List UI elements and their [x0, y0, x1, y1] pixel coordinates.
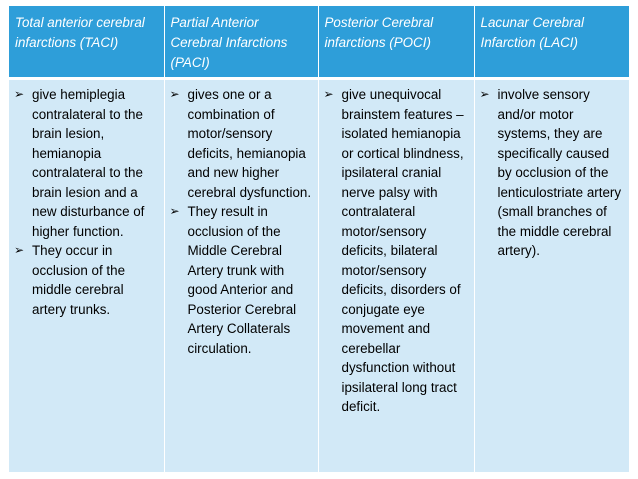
arrowhead-bullet-icon: ➢	[14, 243, 25, 257]
list-item-text: gives one or a combination of motor/sensory deficits, hemianopia and new higher cerebral dysfunction.	[187, 87, 312, 200]
table-row	[9, 79, 629, 473]
paci-bullet-list	[169, 85, 314, 358]
list-item	[323, 85, 470, 417]
cell-paci	[164, 79, 318, 473]
arrowhead-bullet-icon: ➢	[14, 87, 25, 101]
taci-bullet-list	[13, 85, 160, 319]
header-poci: Posterior Cerebral infarctions (POCI)	[318, 6, 474, 79]
arrowhead-bullet-icon: ➢	[479, 87, 490, 101]
list-item-text: give unequivocal brainstem features – isolated hemianopia or cortical blindness, ipsilateral cranial nerve palsy with contralateral motor/sensory deficits, bilateral motor/sensory deficits, disorders of conjugate eye movement and cerebellar dysfunction without ipsilateral long tract deficit.	[341, 87, 464, 414]
list-item	[13, 241, 160, 319]
list-item-text: involve sensory and/or motor systems, they are specifically caused by occlusion of the lenticulostriate artery (small branches of the middle cerebral artery).	[497, 87, 622, 258]
cell-taci	[9, 79, 164, 473]
table-header-row	[9, 6, 629, 79]
list-item	[169, 202, 314, 358]
arrowhead-bullet-icon: ➢	[169, 204, 180, 218]
header-laci: Lacunar Cerebral Infarction (LACI)	[474, 6, 629, 79]
list-item-text: give hemiplegia contralateral to the brain lesion, hemianopia contralateral to the brain lesion and a new disturbance of higher function.	[32, 87, 145, 239]
poci-bullet-list	[323, 85, 470, 417]
list-item	[13, 85, 160, 241]
header-paci: Partial Anterior Cerebral Infarctions (PACI)	[164, 6, 318, 79]
cell-laci	[474, 79, 629, 473]
stroke-classification-table	[9, 6, 629, 472]
arrowhead-bullet-icon: ➢	[323, 87, 334, 101]
laci-bullet-list	[479, 85, 626, 261]
list-item-text: They occur in occlusion of the middle cerebral artery trunks.	[32, 243, 126, 317]
header-taci: Total anterior cerebral infarctions (TACI)	[9, 6, 164, 79]
list-item-text: They result in occlusion of the Middle Cerebral Artery trunk with good Anterior and Posterior Cerebral Artery Collaterals circulation.	[187, 204, 297, 356]
arrowhead-bullet-icon: ➢	[169, 87, 180, 101]
list-item	[479, 85, 626, 261]
cell-poci	[318, 79, 474, 473]
list-item	[169, 85, 314, 202]
